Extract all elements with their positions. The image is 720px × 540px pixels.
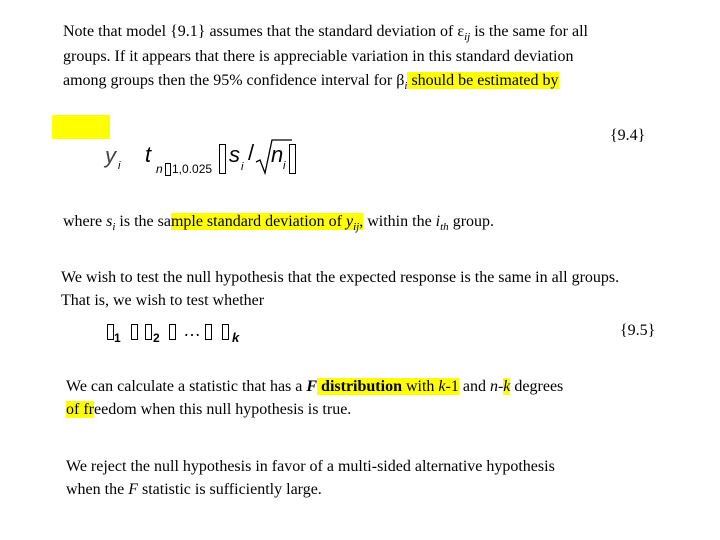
beta-symbol: β <box>396 72 405 89</box>
para5-line1: We reject the null hypothesis in favor of a multi-sided alternative hypothesis <box>66 458 555 475</box>
equation-tag-9-5: {9.5} <box>620 322 656 339</box>
para3-line2: That is, we wish to test whether <box>61 292 265 309</box>
para1-line2: groups. If it appears that there is appreciable variation in this standard deviation <box>63 48 574 65</box>
eq-t: t <box>145 142 152 167</box>
eq95-dots: … <box>183 320 201 340</box>
eq-s: s <box>229 142 240 167</box>
eq95-sub-2: 2 <box>153 331 160 345</box>
eq-t-sub-n: n <box>156 162 163 176</box>
eq-slash: / <box>248 140 255 165</box>
highlight-block <box>52 115 110 139</box>
eq-n-sub: i <box>283 160 286 172</box>
para-sample-sd: where $s_i$ is the sample standard deviation of $y_{ij}$, within the $i_{th}$ group. <box>63 213 495 234</box>
equation-tag-9-4: {9.4} <box>610 127 646 144</box>
para3-line1: We wish to test the null hypothesis that the expected response is the same in all groups. <box>61 269 620 286</box>
para4-line2: of freedom when this null hypothesis is true. <box>66 401 352 418</box>
equals-box-1 <box>131 324 138 340</box>
eq-y-sub: i <box>118 160 121 172</box>
bracket-box-right <box>289 144 296 174</box>
highlight-sample-sd: mple standard deviation of $y_{ij}$, <box>170 213 364 234</box>
mu-box-1 <box>107 324 114 340</box>
mu-box-2 <box>145 324 152 340</box>
bracket-box-left <box>219 144 226 174</box>
eq95-sub-k: k <box>232 330 240 345</box>
eq95-sub-1: 1 <box>114 331 121 345</box>
equals-box-2 <box>169 324 176 340</box>
mu-box-k <box>222 324 229 340</box>
eq-s-sub: i <box>241 161 244 173</box>
eq-t-sub-rest: 1,0.025 <box>172 162 213 176</box>
eq-y: y <box>105 143 116 168</box>
para1-line1: Note that model {9.1} assumes that the standard deviation of $\varepsilon_{ij}$ is the same for all <box>63 23 588 44</box>
para5-line2: when the F statistic is sufficiently large. <box>66 481 322 498</box>
missing-glyph-box <box>165 163 171 176</box>
para4-line1: We can calculate a statistic that has a F distribution with k-1 and n-k degrees <box>66 378 564 395</box>
equals-box-3 <box>205 324 212 340</box>
eq-n: n <box>271 142 284 167</box>
epsilon-symbol: ε <box>457 23 465 40</box>
para1-line3: among groups then the 95% confidence interval for $\beta_i$ should be estimated by <box>63 72 559 93</box>
